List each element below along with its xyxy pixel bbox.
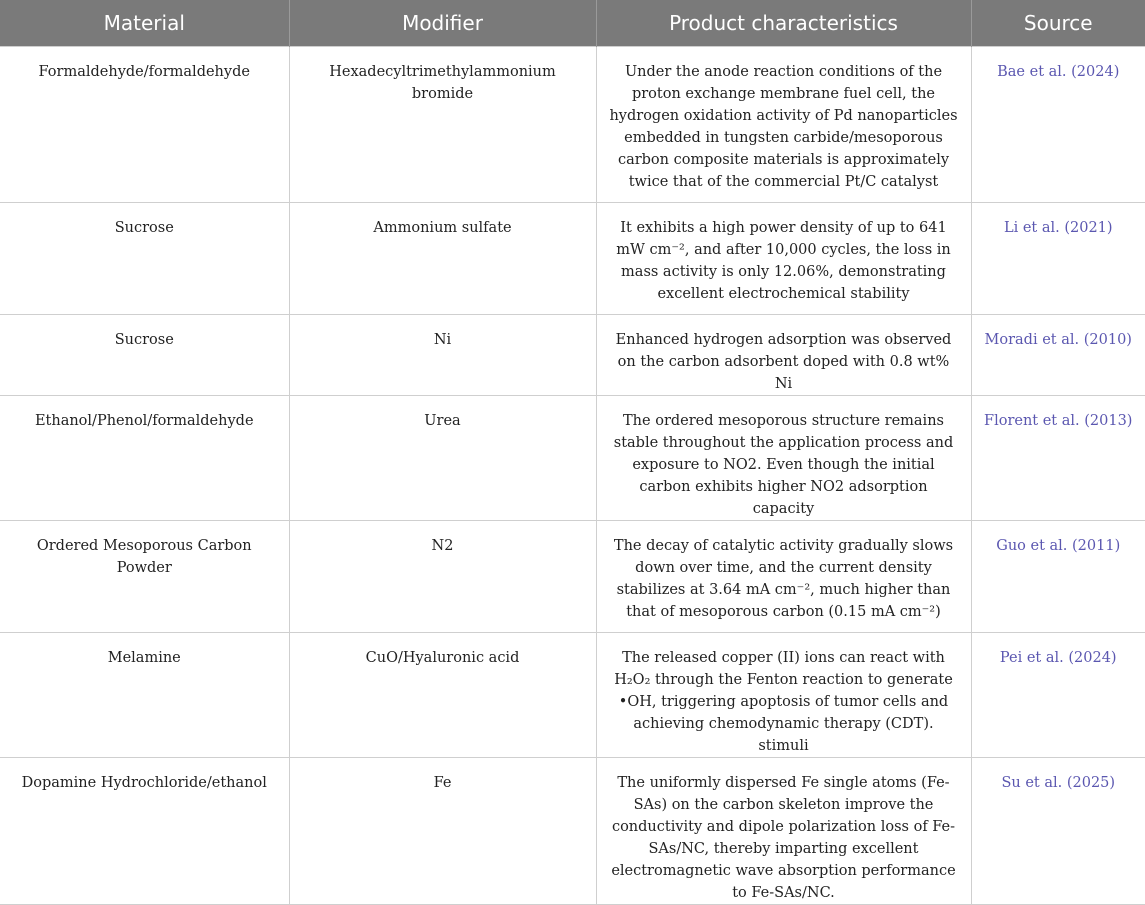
- source-link[interactable]: Li et al. (2021): [971, 203, 1145, 315]
- table-row: [0, 758, 1145, 905]
- material-cell: Melamine: [0, 633, 289, 758]
- source-link[interactable]: Guo et al. (2011): [971, 521, 1145, 633]
- modifier-cell: Hexadecyltrimethylammonium bromide: [289, 47, 596, 203]
- product-cell: The ordered mesoporous structure remains stable throughout the application process and exposure to NO2. Even though the initial carbon exhibits higher NO2 adsorption capacity: [596, 396, 971, 521]
- material-cell: Ordered Mesoporous Carbon Powder: [0, 521, 289, 633]
- modifier-cell: Urea: [289, 396, 596, 521]
- modifier-cell: Fe: [289, 758, 596, 905]
- header-source: Source: [971, 0, 1145, 47]
- source-link[interactable]: Su et al. (2025): [971, 758, 1145, 905]
- product-cell: The decay of catalytic activity gradually slows down over time, and the current density stabilizes at 3.64 mA cm⁻², much higher than that of mesoporous carbon (0.15 mA cm⁻²): [596, 521, 971, 633]
- modifier-cell: Ni: [289, 315, 596, 396]
- material-cell: Ethanol/Phenol/formaldehyde: [0, 396, 289, 521]
- source-link[interactable]: Florent et al. (2013): [971, 396, 1145, 521]
- header-product-characteristics: Product characteristics: [596, 0, 971, 47]
- product-cell: The uniformly dispersed Fe single atoms (Fe-SAs) on the carbon skeleton improve the conductivity and dipole polarization loss of Fe-SAs/NC, thereby imparting excellent electromagnetic wave absorption performance to Fe-SAs/NC.: [596, 758, 971, 905]
- product-cell: Under the anode reaction conditions of the proton exchange membrane fuel cell, the hydrogen oxidation activity of Pd nanoparticles embedded in tungsten carbide/mesoporous carbon composite materials is approximately twice that of the commercial Pt/C catalyst: [596, 47, 971, 203]
- source-link[interactable]: Bae et al. (2024): [971, 47, 1145, 203]
- table-body: [0, 47, 1145, 905]
- material-cell: Sucrose: [0, 315, 289, 396]
- product-cell: It exhibits a high power density of up to 641 mW cm⁻², and after 10,000 cycles, the loss in mass activity is only 12.06%, demonstrating excellent electrochemical stability: [596, 203, 971, 315]
- material-cell: Dopamine Hydrochloride/ethanol: [0, 758, 289, 905]
- table-row: [0, 633, 1145, 758]
- table-row: [0, 521, 1145, 633]
- header-modifier: Modifier: [289, 0, 596, 47]
- table-row: [0, 47, 1145, 203]
- table-header: [0, 0, 1145, 47]
- header-material: Material: [0, 0, 289, 47]
- product-cell: Enhanced hydrogen adsorption was observed on the carbon adsorbent doped with 0.8 wt% Ni: [596, 315, 971, 396]
- source-link[interactable]: Pei et al. (2024): [971, 633, 1145, 758]
- modifier-cell: N2: [289, 521, 596, 633]
- table-row: [0, 396, 1145, 521]
- source-link[interactable]: Moradi et al. (2010): [971, 315, 1145, 396]
- product-cell: The released copper (II) ions can react with H₂O₂ through the Fenton reaction to generate •OH, triggering apoptosis of tumor cells and achieving chemodynamic therapy (CDT). stimuli: [596, 633, 971, 758]
- table-row: [0, 203, 1145, 315]
- modifier-cell: CuO/Hyaluronic acid: [289, 633, 596, 758]
- modifier-cell: Ammonium sulfate: [289, 203, 596, 315]
- table-row: [0, 315, 1145, 396]
- material-cell: Formaldehyde/formaldehyde: [0, 47, 289, 203]
- material-cell: Sucrose: [0, 203, 289, 315]
